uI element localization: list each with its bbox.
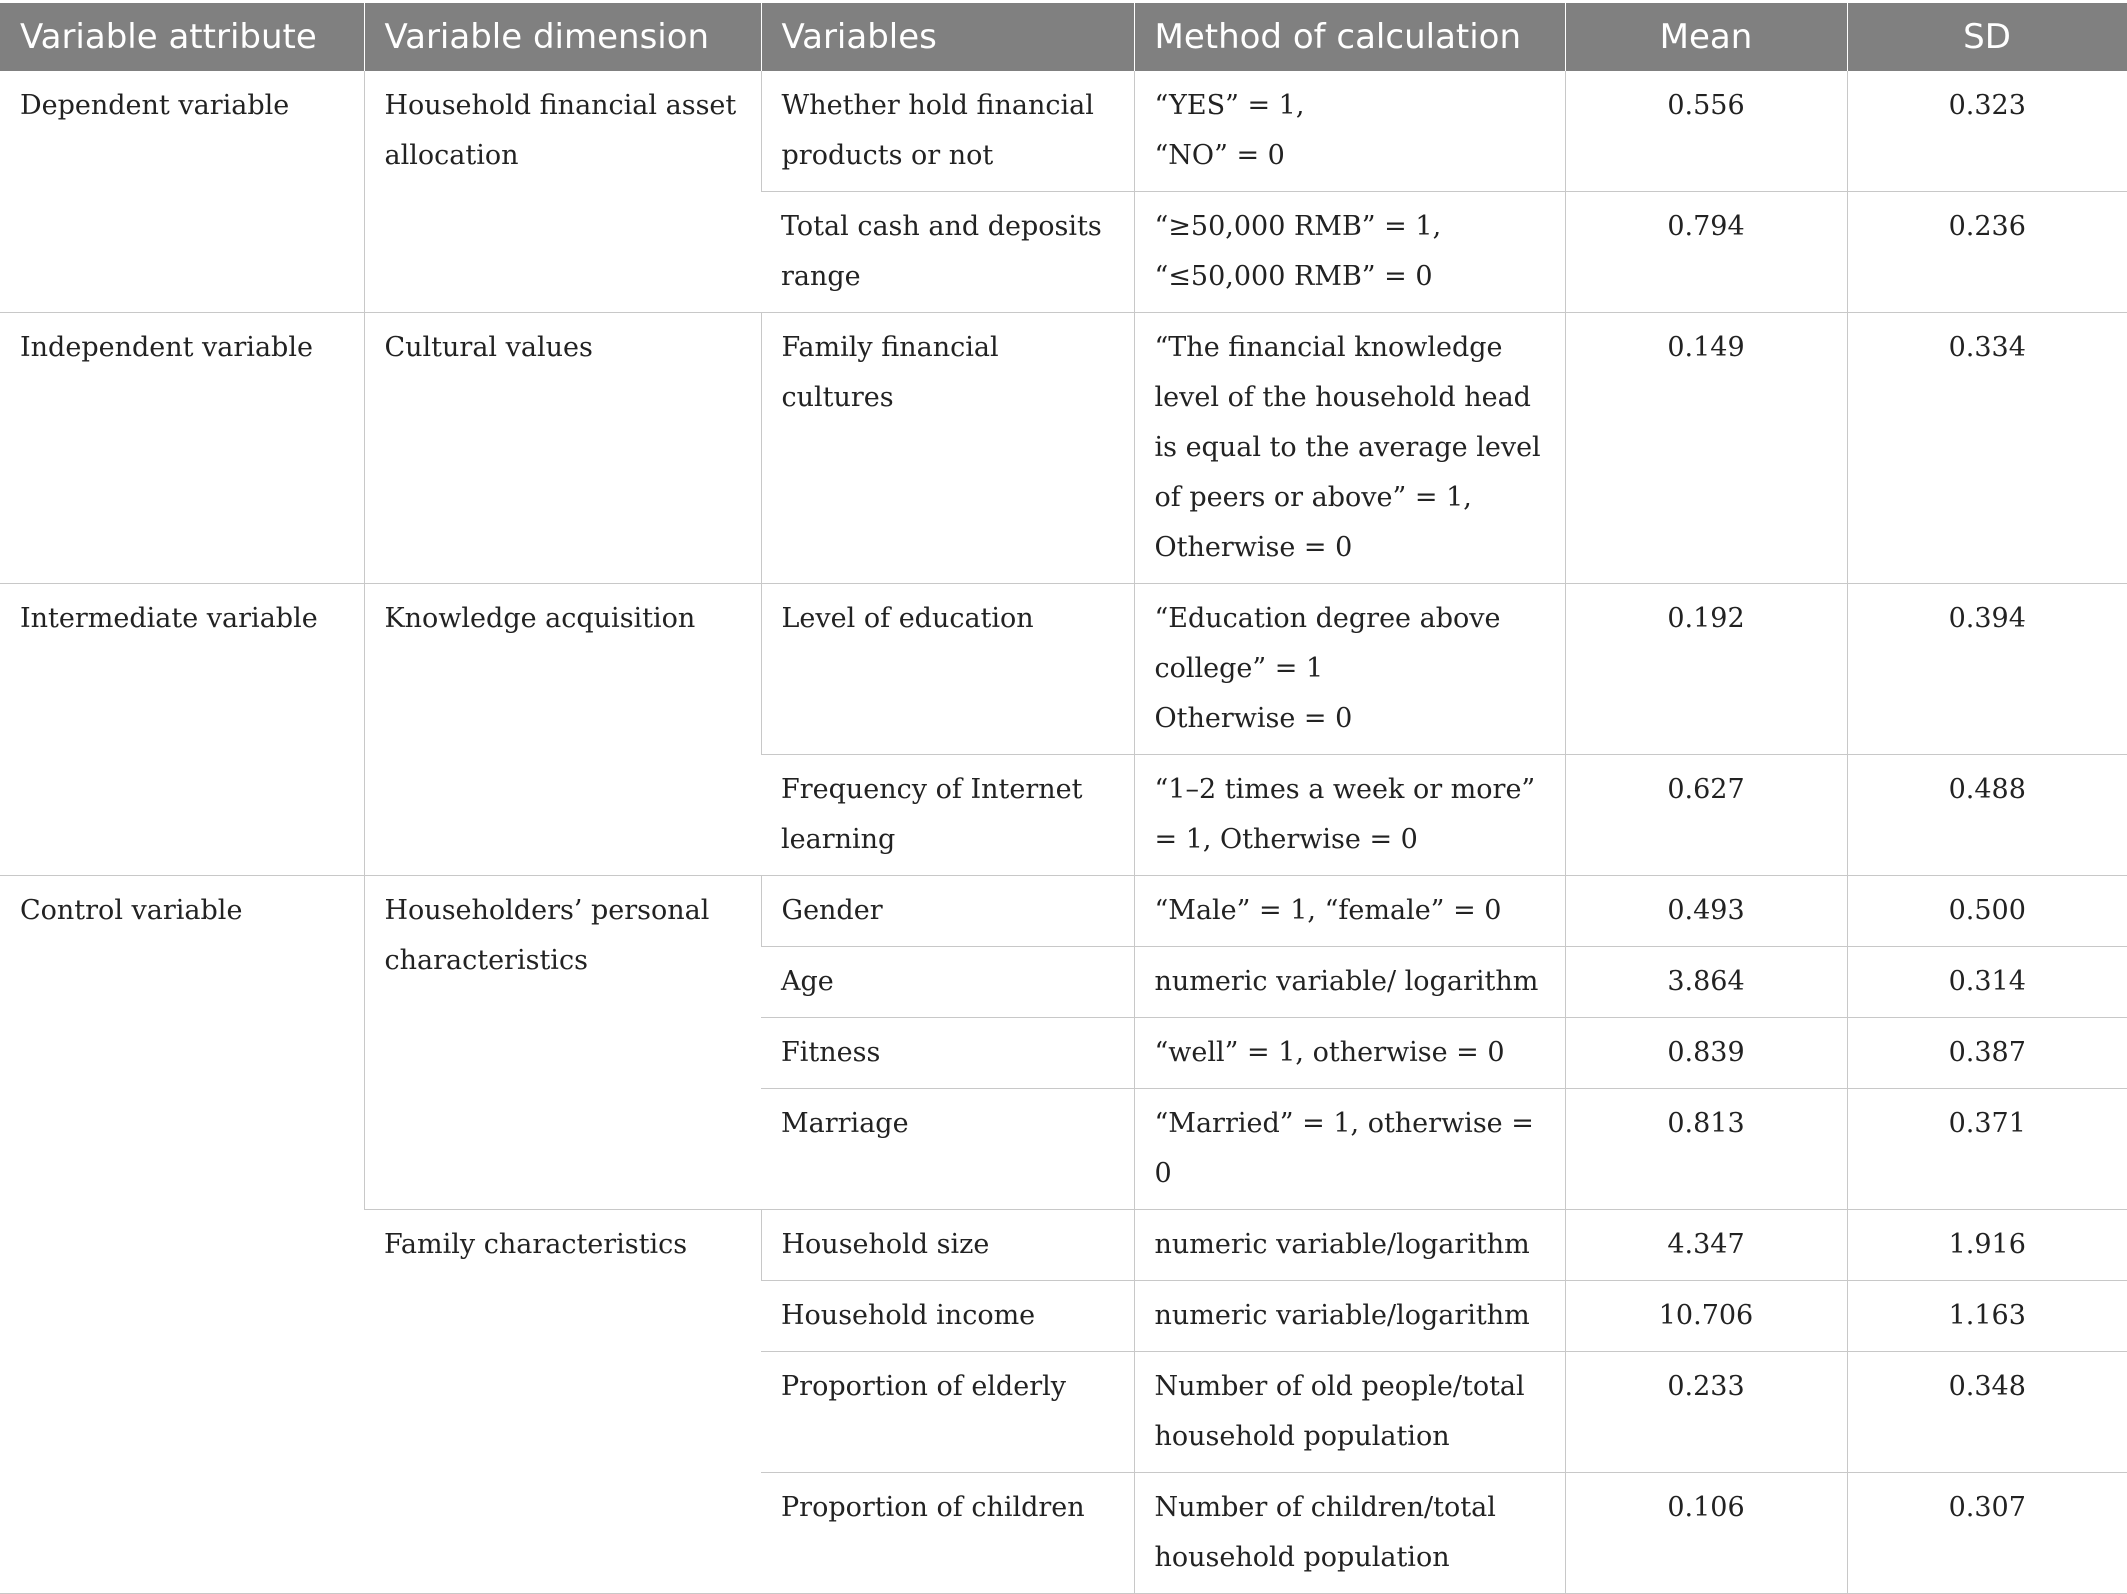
sd-cell: 0.387 bbox=[1847, 1018, 2127, 1089]
variable-cell: Proportion of elderly bbox=[761, 1352, 1134, 1473]
mean-cell: 0.233 bbox=[1565, 1352, 1847, 1473]
mean-cell: 0.839 bbox=[1565, 1018, 1847, 1089]
variable-cell: Family financial cultures bbox=[761, 313, 1134, 584]
table-container bbox=[0, 3, 2127, 1594]
header-variables: Variables bbox=[761, 3, 1134, 71]
mean-cell: 0.493 bbox=[1565, 876, 1847, 947]
variable-cell: Proportion of children bbox=[761, 1473, 1134, 1594]
sd-cell: 0.348 bbox=[1847, 1352, 2127, 1473]
method-cell: “well” = 1, otherwise = 0 bbox=[1134, 1018, 1565, 1089]
method-line: “NO” = 0 bbox=[1154, 140, 1285, 171]
table-row bbox=[0, 313, 2127, 584]
mean-cell: 3.864 bbox=[1565, 947, 1847, 1018]
sd-cell: 1.163 bbox=[1847, 1281, 2127, 1352]
sd-cell: 0.500 bbox=[1847, 876, 2127, 947]
header-sd: SD bbox=[1847, 3, 2127, 71]
dimension-cell: Family characteristics bbox=[364, 1210, 761, 1594]
method-cell: Number of children/total household population bbox=[1134, 1473, 1565, 1594]
method-cell: “1–2 times a week or more” = 1, Otherwise = 0 bbox=[1134, 755, 1565, 876]
method-cell: “The financial knowledge level of the household head is equal to the average level of peers or above” = 1, Otherwise = 0 bbox=[1134, 313, 1565, 584]
method-line: “≥50,000 RMB” = 1, bbox=[1154, 211, 1442, 242]
header-mean: Mean bbox=[1565, 3, 1847, 71]
method-line: “≤50,000 RMB” = 0 bbox=[1154, 261, 1433, 292]
variable-cell: Age bbox=[761, 947, 1134, 1018]
table-row bbox=[0, 876, 2127, 947]
mean-cell: 0.813 bbox=[1565, 1089, 1847, 1210]
variable-cell: Level of education bbox=[761, 584, 1134, 755]
variable-cell: Frequency of Internet learning bbox=[761, 755, 1134, 876]
variable-cell: Marriage bbox=[761, 1089, 1134, 1210]
variable-cell: Fitness bbox=[761, 1018, 1134, 1089]
sd-cell: 0.314 bbox=[1847, 947, 2127, 1018]
variable-cell: Whether hold financial products or not bbox=[761, 71, 1134, 192]
header-variable-attribute: Variable attribute bbox=[0, 3, 364, 71]
sd-cell: 0.323 bbox=[1847, 71, 2127, 192]
sd-cell: 0.394 bbox=[1847, 584, 2127, 755]
sd-cell: 0.371 bbox=[1847, 1089, 2127, 1210]
method-cell: Number of old people/total household population bbox=[1134, 1352, 1565, 1473]
header-row bbox=[0, 3, 2127, 71]
variable-cell: Household size bbox=[761, 1210, 1134, 1281]
mean-cell: 0.556 bbox=[1565, 71, 1847, 192]
method-cell: “Married” = 1, otherwise = 0 bbox=[1134, 1089, 1565, 1210]
method-cell: numeric variable/logarithm bbox=[1134, 1210, 1565, 1281]
method-line: “YES” = 1, bbox=[1154, 90, 1305, 121]
header-variable-dimension: Variable dimension bbox=[364, 3, 761, 71]
sd-cell: 0.236 bbox=[1847, 192, 2127, 313]
mean-cell: 0.106 bbox=[1565, 1473, 1847, 1594]
method-cell bbox=[1134, 71, 1565, 192]
method-cell: numeric variable/ logarithm bbox=[1134, 947, 1565, 1018]
method-cell: “Male” = 1, “female” = 0 bbox=[1134, 876, 1565, 947]
dimension-cell: Cultural values bbox=[364, 313, 761, 584]
variables-table bbox=[0, 3, 2127, 1594]
method-cell bbox=[1134, 584, 1565, 755]
attribute-cell: Intermediate variable bbox=[0, 584, 364, 876]
mean-cell: 0.192 bbox=[1565, 584, 1847, 755]
table-row bbox=[0, 584, 2127, 755]
dimension-cell: Household financial asset allocation bbox=[364, 71, 761, 313]
mean-cell: 0.149 bbox=[1565, 313, 1847, 584]
mean-cell: 4.347 bbox=[1565, 1210, 1847, 1281]
table-row bbox=[0, 71, 2127, 192]
attribute-cell: Control variable bbox=[0, 876, 364, 1594]
method-line: “Education degree above college” = 1 bbox=[1154, 603, 1501, 684]
header-method: Method of calculation bbox=[1134, 3, 1565, 71]
mean-cell: 0.627 bbox=[1565, 755, 1847, 876]
method-line: Otherwise = 0 bbox=[1154, 703, 1353, 734]
attribute-cell: Independent variable bbox=[0, 313, 364, 584]
sd-cell: 0.307 bbox=[1847, 1473, 2127, 1594]
dimension-cell: Householders’ personal characteristics bbox=[364, 876, 761, 1210]
method-cell bbox=[1134, 192, 1565, 313]
variable-cell: Household income bbox=[761, 1281, 1134, 1352]
sd-cell: 1.916 bbox=[1847, 1210, 2127, 1281]
variable-cell: Total cash and deposits range bbox=[761, 192, 1134, 313]
variable-cell: Gender bbox=[761, 876, 1134, 947]
mean-cell: 10.706 bbox=[1565, 1281, 1847, 1352]
mean-cell: 0.794 bbox=[1565, 192, 1847, 313]
sd-cell: 0.488 bbox=[1847, 755, 2127, 876]
sd-cell: 0.334 bbox=[1847, 313, 2127, 584]
attribute-cell: Dependent variable bbox=[0, 71, 364, 313]
method-cell: numeric variable/logarithm bbox=[1134, 1281, 1565, 1352]
dimension-cell: Knowledge acquisition bbox=[364, 584, 761, 876]
